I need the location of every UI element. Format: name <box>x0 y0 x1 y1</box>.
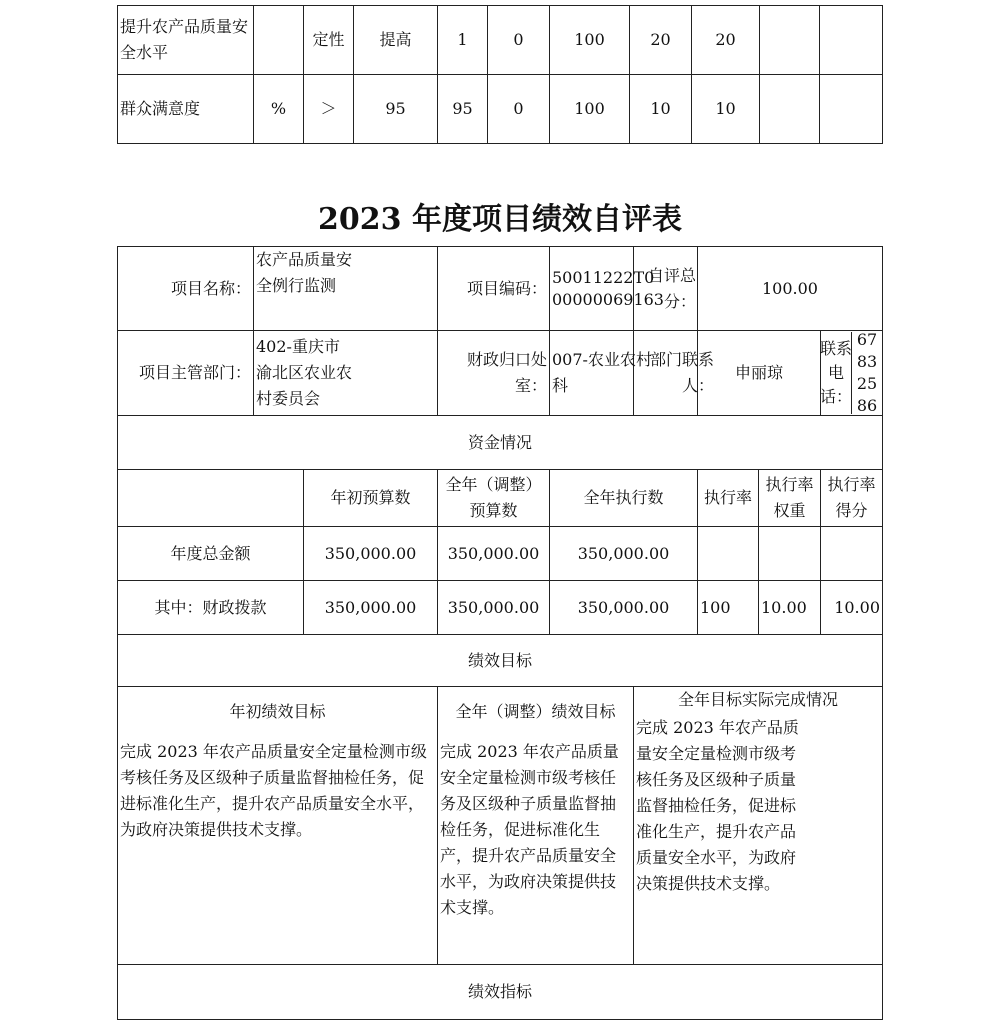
funds-executed: 350,000.00 <box>550 581 698 635</box>
indicator-weight: 10 <box>630 75 692 144</box>
project-name-label: 项目名称： <box>118 247 254 331</box>
indicator-deviation: 0 <box>488 75 550 144</box>
indicator-col10 <box>760 75 820 144</box>
funds-header-rate: 执行率 <box>698 470 759 527</box>
finance-label <box>438 331 550 416</box>
table-row <box>118 635 883 687</box>
adjusted-goal-cell <box>438 687 634 965</box>
contact-name: 申丽琼 <box>698 331 821 416</box>
dept-text: 402-重庆市渝北区农业农村委员会 <box>256 337 353 408</box>
funds-initial: 350,000.00 <box>304 527 438 581</box>
funds-header-adjusted-text: 全年（调整）预算数 <box>445 475 542 520</box>
initial-goal-text: 完成 2023 年农产品质量安全定量检测市级考核任务及区级种子质量监督抽检任务，促进标准化生产，提升农产品质量安全水平，为政府决策提供技术支撑。 <box>120 742 427 839</box>
goals-section-title: 绩效目标 <box>118 635 883 687</box>
table-row <box>118 331 883 416</box>
finance-label-text: 财政归口处室： <box>467 350 548 395</box>
funds-row-label: 其中：财政拨款 <box>118 581 304 635</box>
phone-cell <box>821 331 883 416</box>
score-label-text: 自评总分： <box>647 265 696 311</box>
indicator-unit <box>254 6 304 75</box>
adjusted-goal-text: 完成 2023 年农产品质量安全定量检测市级考核任务及区级种子质量监督抽检任务，促进标准化生产，提升农产品质量安全水平，为政府决策提供技术支撑。 <box>440 742 619 917</box>
indicator-name: 提升农产品质量安全水平 <box>118 6 254 75</box>
indicator-name: 群众满意度 <box>118 75 254 144</box>
funds-weight: 10.00 <box>759 581 821 635</box>
funds-row-label: 年度总金额 <box>118 527 304 581</box>
dept <box>254 331 438 416</box>
table-row <box>118 416 883 470</box>
table-row <box>118 581 883 635</box>
table-row <box>118 687 883 965</box>
funds-rate: 100 <box>698 581 759 635</box>
indicator-score: 10 <box>692 75 760 144</box>
page-title: 2023 年度项目绩效自评表 <box>318 202 682 237</box>
total-score: 100.00 <box>698 247 883 331</box>
finance-dept-text: 007-农业农村科 <box>552 350 652 395</box>
phone-number: 67832586 <box>856 330 878 415</box>
actual-goal-header: 全年目标实际完成情况 <box>677 690 838 709</box>
phone-wrap <box>821 332 882 414</box>
phone-label: 联系电话： <box>821 332 852 414</box>
funds-executed: 350,000.00 <box>550 527 698 581</box>
project-code <box>550 247 664 331</box>
indicator-col11 <box>820 75 883 144</box>
funds-rate <box>698 527 759 581</box>
actual-goal-cell <box>634 687 883 965</box>
finance-dept <box>550 331 652 416</box>
funds-score <box>821 527 883 581</box>
indicator-col11 <box>820 6 883 75</box>
funds-adjusted: 350,000.00 <box>438 581 550 635</box>
funds-score: 10.00 <box>821 581 883 635</box>
contact-label-text: 部门联系人： <box>649 350 714 395</box>
indicators-section-title: 绩效指标 <box>118 965 883 1020</box>
table-row <box>118 527 883 581</box>
project-code-label <box>438 247 550 331</box>
funds-header-score <box>821 470 883 527</box>
table-row <box>118 470 883 527</box>
table-row <box>118 75 883 144</box>
funds-adjusted: 350,000.00 <box>438 527 550 581</box>
funds-header-blank <box>118 470 304 527</box>
funds-header-executed: 全年执行数 <box>550 470 698 527</box>
funds-header-weight-text: 执行率权重 <box>765 475 814 520</box>
table-row <box>118 965 883 1020</box>
indicator-actual: 1 <box>438 6 488 75</box>
indicator-score-rate: 100 <box>550 75 630 144</box>
funds-header-weight <box>759 470 821 527</box>
initial-goal-header: 年初绩效目标 <box>229 702 326 721</box>
indicator-actual: 95 <box>438 75 488 144</box>
actual-goal-text: 完成 2023 年农产品质量安全定量检测市级考核任务及区级种子质量监督抽检任务，促进标准化生产，提升农产品质量安全水平，为政府决策提供技术支撑。 <box>636 718 799 893</box>
indicator-unit: % <box>254 75 304 144</box>
indicator-col10 <box>760 6 820 75</box>
funds-header-initial: 年初预算数 <box>304 470 438 527</box>
contact-label <box>634 331 714 416</box>
funds-header-adjusted <box>438 470 550 527</box>
indicator-deviation: 0 <box>488 6 550 75</box>
indicator-target: 95 <box>354 75 438 144</box>
funds-weight <box>759 527 821 581</box>
dept-label: 项目主管部门： <box>118 331 254 416</box>
funds-header-score-text: 执行率得分 <box>827 475 876 520</box>
indicator-score: 20 <box>692 6 760 75</box>
indicator-type: 定性 <box>304 6 354 75</box>
indicator-weight: 20 <box>630 6 692 75</box>
project-code-label-text: 项目编码： <box>466 278 547 298</box>
initial-goal-cell <box>118 687 438 965</box>
indicator-type: ＞ <box>304 75 354 144</box>
funds-initial: 350,000.00 <box>304 581 438 635</box>
project-code-text: 50011222T000000069163 <box>552 268 664 309</box>
self-evaluation-table <box>117 246 883 1020</box>
table-row <box>118 247 883 331</box>
adjusted-goal-header: 全年（调整）绩效目标 <box>455 702 616 721</box>
table-row <box>118 6 883 75</box>
project-name-text: 农产品质量安全例行监测 <box>256 250 353 295</box>
indicator-target: 提高 <box>354 6 438 75</box>
funds-section-title: 资金情况 <box>118 416 883 470</box>
indicator-score-rate: 100 <box>550 6 630 75</box>
project-name <box>254 247 438 331</box>
prev-indicator-table <box>117 5 883 144</box>
